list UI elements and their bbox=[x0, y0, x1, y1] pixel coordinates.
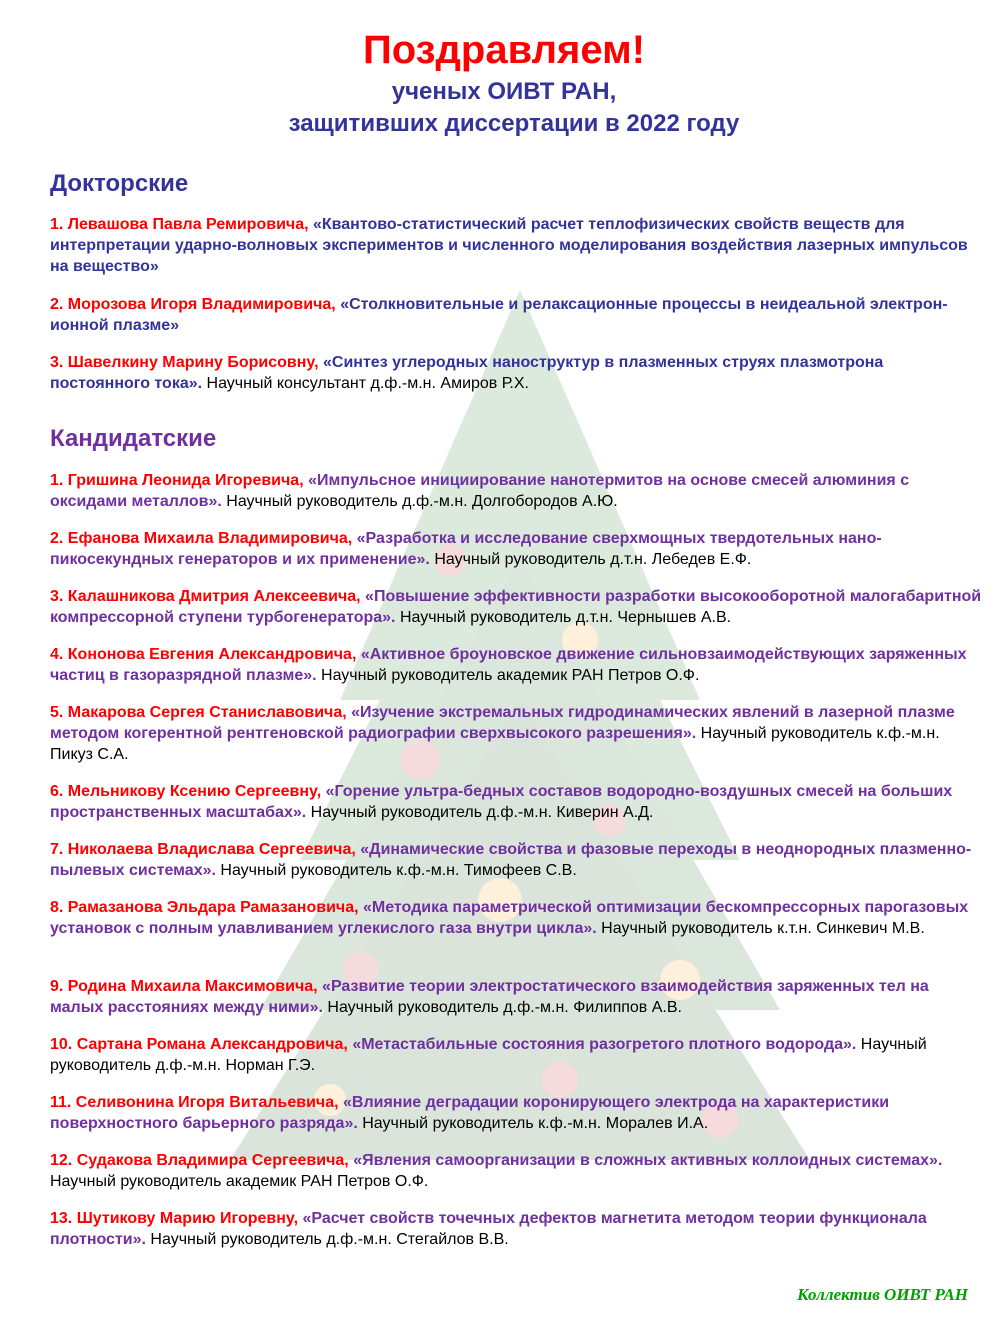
doctoral-entry bbox=[50, 214, 985, 277]
entry-name: 2. Морозова Игоря Владимировича, bbox=[50, 296, 336, 313]
candidate-entry bbox=[50, 781, 985, 823]
entry-name: 6. Мельникову Ксению Сергеевну, bbox=[50, 783, 322, 800]
candidate-entry bbox=[50, 586, 985, 628]
doctoral-entry bbox=[50, 294, 985, 336]
candidate-entry bbox=[50, 1208, 985, 1250]
candidate-entry bbox=[50, 644, 985, 686]
entry-name: 2. Ефанова Михаила Владимировича, bbox=[50, 530, 353, 547]
entry-supervisor: Научный руководитель к.ф.-м.н. Пикуз С.А. bbox=[50, 725, 940, 763]
entry-supervisor: Научный руководитель д.т.н. Лебедев Е.Ф. bbox=[434, 551, 752, 568]
entry-name: 11. Селивонина Игоря Витальевича, bbox=[50, 1094, 339, 1111]
candidate-entry bbox=[50, 470, 985, 512]
entry-supervisor: Научный руководитель д.ф.-м.н. Киверин А.Д. bbox=[310, 804, 654, 821]
entry-title: «Импульсное инициирование нанотермитов на основе смесей алюминия с оксидами металлов». bbox=[50, 472, 910, 510]
entry-supervisor: Научный руководитель д.ф.-м.н. Долгобородов А.Ю. bbox=[226, 493, 618, 510]
entry-supervisor: Научный руководитель д.ф.-м.н. Филиппов А.В. bbox=[327, 999, 682, 1016]
entry-name: 3. Калашникова Дмитрия Алексеевича, bbox=[50, 588, 361, 605]
entry-name: 12. Судакова Владимира Сергеевича, bbox=[50, 1152, 349, 1169]
candidate-entry bbox=[50, 897, 985, 939]
entry-title: «Развитие теории электростатического взаимодействия заряженных тел на малых расстояниях между ними». bbox=[50, 978, 929, 1016]
candidate-entry bbox=[50, 1034, 985, 1076]
doctoral-entry bbox=[50, 352, 985, 394]
entry-title: «Явления самоорганизации в сложных активных коллоидных системах». bbox=[353, 1152, 943, 1169]
candidate-entry bbox=[50, 1092, 985, 1134]
page-subtitle-line1: ученых ОИВТ РАН, bbox=[391, 78, 617, 105]
entry-name: 9. Родина Михаила Максимовича, bbox=[50, 978, 318, 995]
candidate-entry bbox=[50, 702, 985, 765]
entry-title: «Влияние деградации коронирующего электрода на характеристики поверхностного барьерного разряда». bbox=[50, 1094, 890, 1132]
entry-supervisor: Научный руководитель к.ф.-м.н. Моралев И.А. bbox=[362, 1115, 709, 1132]
entry-supervisor: Научный руководитель к.т.н. Синкевич М.В. bbox=[601, 920, 925, 937]
candidate-entry bbox=[50, 839, 985, 881]
entry-title: «Синтез углеродных наноструктур в плазменных струях плазмотрона постоянного тока». bbox=[50, 354, 884, 392]
entry-title: «Расчет свойств точечных дефектов магнетита методом теории функционала плотности». bbox=[50, 1210, 927, 1248]
entry-title: «Изучение экстремальных гидродинамических явлений в лазерной плазме методом когерентной рентгеновской радиографии сверхвысокого разрешения». bbox=[50, 704, 955, 742]
candidate-entry bbox=[50, 1150, 985, 1192]
entry-supervisor: Научный руководитель д.т.н. Чернышев А.В. bbox=[399, 609, 732, 626]
entry-title: «Динамические свойства и фазовые переходы в неоднородных плазменно-пылевых системах». bbox=[50, 841, 972, 879]
entry-title: «Активное броуновское движение сильновзаимодействующих заряженных частиц в газоразрядной плазме». bbox=[50, 646, 967, 684]
section-heading-doctoral: Докторские bbox=[50, 170, 189, 197]
candidate-entry bbox=[50, 976, 985, 1018]
entry-name: 10. Сартана Романа Александровича, bbox=[50, 1036, 348, 1053]
entry-supervisor: Научный руководитель к.ф.-м.н. Тимофеев С.В. bbox=[220, 862, 577, 879]
entry-name: 1. Гришина Леонида Игоревича, bbox=[50, 472, 304, 489]
entry-supervisor: Научный консультант д.ф.-м.н. Амиров Р.Х. bbox=[206, 375, 529, 392]
entry-title: «Разработка и исследование сверхмощных твердотельных нано-пикосекундных генераторов и их применение». bbox=[50, 530, 882, 568]
entry-name: 7. Николаева Владислава Сергеевича, bbox=[50, 841, 356, 858]
entry-name: 3. Шавелкину Марину Борисовну, bbox=[50, 354, 319, 371]
section-heading-candidate: Кандидатские bbox=[50, 425, 217, 452]
entry-name: 4. Кононова Евгения Александровича, bbox=[50, 646, 357, 663]
entry-title: «Повышение эффективности разработки высокооборотной малогабаритной компрессорной ступени турбогенератора». bbox=[50, 588, 982, 626]
entry-title: «Столкновительные и релаксационные процессы в неидеальной электрон-ионной плазме» bbox=[50, 296, 948, 334]
entry-title: «Горение ультра-бедных составов водородно-воздушных смесей на больших пространственных масштабах». bbox=[50, 783, 953, 821]
candidate-entry bbox=[50, 528, 985, 570]
entry-supervisor: Научный руководитель академик РАН Петров О.Ф. bbox=[50, 1173, 429, 1190]
entry-name: 8. Рамазанова Эльдара Рамазановича, bbox=[50, 899, 359, 916]
entry-title: «Метастабильные состояния разогретого плотного водорода». bbox=[352, 1036, 857, 1053]
entry-supervisor: Научный руководитель д.ф.-м.н. Норман Г.Э. bbox=[50, 1036, 927, 1074]
entry-title: «Квантово-статистический расчет теплофизических свойств веществ для интерпретации ударно-волновых экспериментов и численного моделирования воздействия лазерных импульсов на вещество» bbox=[50, 216, 968, 275]
footer-signature: Коллектив ОИВТ РАН bbox=[797, 1285, 968, 1304]
entry-title: «Методика параметрической оптимизации бескомпрессорных парогазовых установок с полным улавливанием углекислого газа внутри цикла». bbox=[50, 899, 969, 937]
page-title: Поздравляем! bbox=[362, 28, 646, 72]
entry-name: 1. Левашова Павла Ремировича, bbox=[50, 216, 309, 233]
entry-name: 13. Шутикову Марию Игоревну, bbox=[50, 1210, 299, 1227]
entry-supervisor: Научный руководитель академик РАН Петров О.Ф. bbox=[321, 667, 700, 684]
page-subtitle-line2: защитивших диссертации в 2022 году bbox=[288, 110, 740, 137]
entry-supervisor: Научный руководитель д.ф.-м.н. Стегайлов В.В. bbox=[150, 1231, 509, 1248]
entry-name: 5. Макарова Сергея Станиславовича, bbox=[50, 704, 347, 721]
